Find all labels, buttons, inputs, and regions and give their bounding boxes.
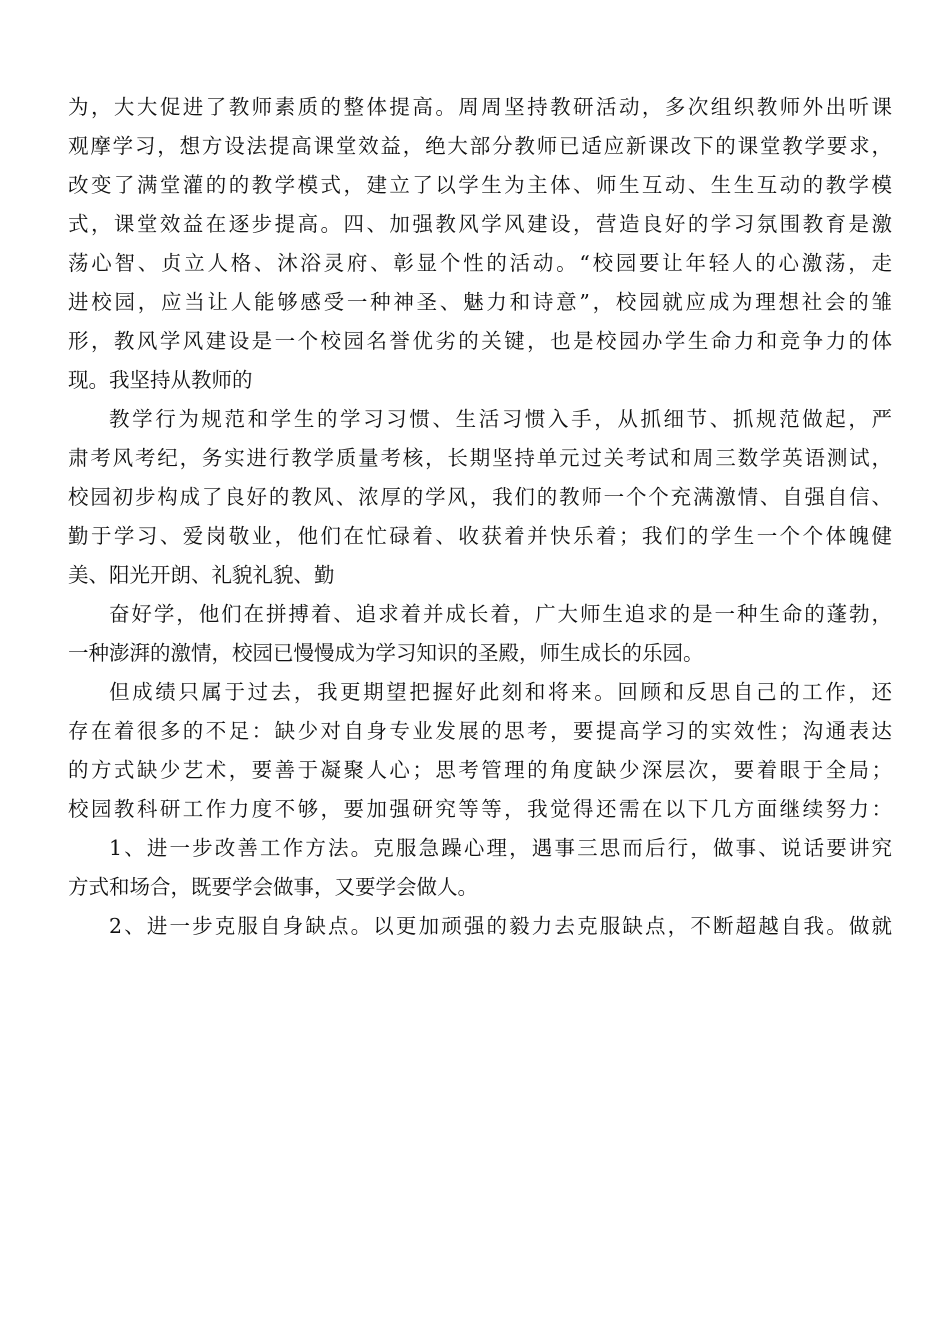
text-line: 改变了满堂灌的的教学模式，建立了以学生为主体、师生互动、生生互动的教学模	[68, 173, 892, 197]
text-line: 进校园，应当让人能够感受一种神圣、魅力和诗意”，校园就应成为理想社会的雏	[68, 290, 892, 314]
text-line: 为，大大促进了教师素质的整体提高。周周坚持教研活动，多次组织教师外出听课	[68, 95, 892, 119]
text-line: 肃考风考纪，务实进行教学质量考核，长期坚持单元过关考试和周三数学英语测试，	[68, 446, 892, 470]
text-line: 方式和场合，既要学会做事，又要学会做人。	[68, 875, 478, 899]
text-line: 形，教风学风建设是一个校园名誉优劣的关键，也是校园办学生命力和竞争力的体	[68, 329, 892, 353]
paragraph-2	[68, 400, 892, 595]
text-line: 但成绩只属于过去，我更期望把握好此刻和将来。回顾和反思自己的工作，还	[109, 680, 892, 704]
text-line: 校园教科研工作力度不够，要加强研究等等，我觉得还需在以下几方面继续努力：	[68, 797, 892, 821]
text-line: 存在着很多的不足：缺少对自身专业发展的思考，要提高学习的实效性；沟通表达	[68, 719, 892, 743]
text-line: 教学行为规范和学生的学习习惯、生活习惯入手，从抓细节、抓规范做起，严	[109, 407, 892, 431]
text-line: 2、进一步克服自身缺点。以更加顽强的毅力去克服缺点，不断超越自我。做就	[109, 914, 892, 938]
text-line: 校园初步构成了良好的教风、浓厚的学风，我们的教师一个个充满激情、自强自信、	[68, 485, 892, 509]
text-line: 式，课堂效益在逐步提高。四、加强教风学风建设，营造良好的学习氛围教育是激	[68, 212, 892, 236]
text-line: 现。我坚持从教师的	[68, 368, 253, 392]
document-page	[68, 88, 892, 946]
paragraph-5	[68, 829, 892, 907]
paragraph-3	[68, 595, 892, 673]
text-line: 一种澎湃的激情，校园已慢慢成为学习知识的圣殿，师生成长的乐园。	[68, 641, 704, 665]
text-line: 观摩学习，想方设法提高课堂效益，绝大部分教师已适应新课改下的课堂教学要求，	[68, 134, 892, 158]
text-line: 1、进一步改善工作方法。克服急躁心理，遇事三思而后行，做事、说话要讲究	[109, 836, 892, 860]
paragraph-1	[68, 88, 892, 400]
paragraph-4	[68, 673, 892, 829]
text-line: 美、阳光开朗、礼貌礼貌、勤	[68, 563, 335, 587]
text-line: 奋好学，他们在拼搏着、追求着并成长着，广大师生追求的是一种生命的蓬勃，	[109, 602, 892, 626]
text-line: 勤于学习、爱岗敬业，他们在忙碌着、收获着并快乐着；我们的学生一个个体魄健	[68, 524, 892, 548]
text-line: 荡心智、贞立人格、沐浴灵府、彰显个性的活动。“校园要让年轻人的心激荡，走	[68, 251, 892, 275]
paragraph-6	[68, 907, 892, 946]
text-line: 的方式缺少艺术，要善于凝聚人心；思考管理的角度缺少深层次，要着眼于全局；	[68, 758, 892, 782]
